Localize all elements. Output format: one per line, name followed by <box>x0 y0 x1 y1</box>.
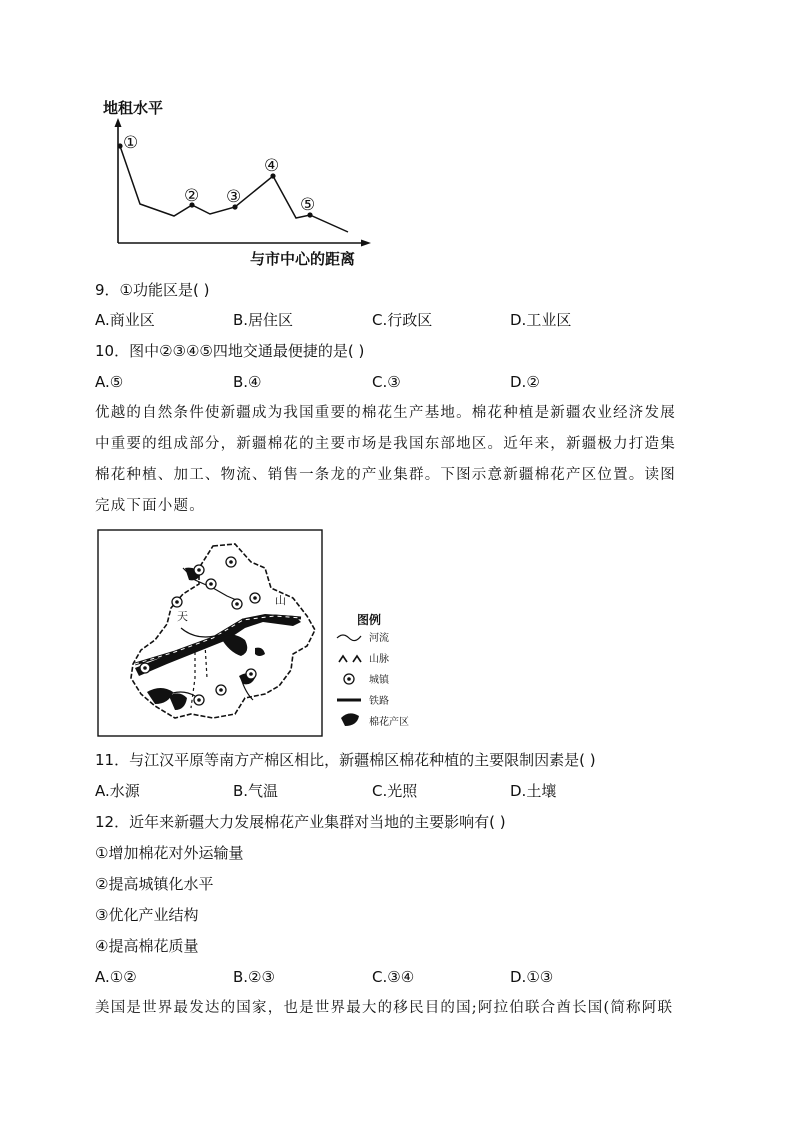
x-axis-arrow <box>361 240 371 247</box>
chart-xlabel: 与市中心的距离 <box>250 250 356 268</box>
q12-statement-4: ④提高棉花质量 <box>95 937 199 955</box>
land-rent-chart <box>95 90 385 270</box>
map-label-tian: 天 <box>177 610 188 623</box>
point-label-4: ④ <box>264 156 280 176</box>
passage1-line-2: 中重要的组成部分，新疆棉花的主要市场是我国东部地区。近年来，新疆极力打造集 <box>95 436 676 452</box>
q11-option-d[interactable]: D.土壤 <box>510 782 557 800</box>
legend-mountain-icon <box>339 656 361 662</box>
q10-stem: 10．图中②③④⑤四地交通最便捷的是( ) <box>95 342 365 360</box>
legend-river-label: 河流 <box>369 633 389 644</box>
y-axis-arrow <box>115 118 122 127</box>
legend-river-icon <box>337 635 361 641</box>
legend-mountain-label: 山脉 <box>369 654 389 665</box>
point-label-3: ③ <box>226 187 242 207</box>
q10-option-a[interactable]: A.⑤ <box>95 373 124 391</box>
point-label-1: ① <box>123 133 139 153</box>
passage1-line-4: 完成下面小题。 <box>95 498 205 514</box>
q9-stem: 9．①功能区是( ) <box>95 281 210 299</box>
q10-option-d[interactable]: D.② <box>510 373 540 391</box>
q11-option-b[interactable]: B.气温 <box>233 782 279 800</box>
q9-option-c[interactable]: C.行政区 <box>372 311 433 329</box>
point-label-5: ⑤ <box>300 195 316 215</box>
legend-cotton-label: 棉花产区 <box>369 717 409 728</box>
chart-ylabel: 地租水平 <box>103 99 164 117</box>
q9-option-a[interactable]: A.商业区 <box>95 311 155 329</box>
q11-option-c[interactable]: C.光照 <box>372 782 418 800</box>
q12-option-b[interactable]: B.②③ <box>233 968 275 986</box>
q12-option-c[interactable]: C.③④ <box>372 968 415 986</box>
legend-railway-label: 铁路 <box>369 696 389 707</box>
q12-option-a[interactable]: A.①② <box>95 968 137 986</box>
q10-option-b[interactable]: B.④ <box>233 373 262 391</box>
q11-option-a[interactable]: A.水源 <box>95 782 140 800</box>
q9-option-b[interactable]: B.居住区 <box>233 311 294 329</box>
legend-title: 图例 <box>357 613 382 627</box>
q10-option-c[interactable]: C.③ <box>372 373 401 391</box>
point-1 <box>117 143 122 148</box>
q12-stem: 12．近年来新疆大力发展棉花产业集群对当地的主要影响有( ) <box>95 813 506 831</box>
passage1-line-1: 优越的自然条件使新疆成为我国重要的棉花生产基地。棉花种植是新疆农业经济发展 <box>95 405 676 421</box>
passage1-line-3: 棉花种植、加工、物流、销售一条龙的产业集群。下图示意新疆棉花产区位置。读图 <box>95 467 676 483</box>
q9-option-d[interactable]: D.工业区 <box>510 311 572 329</box>
legend-town-label: 城镇 <box>369 675 389 686</box>
xinjiang-cotton-map <box>95 528 430 740</box>
point-label-2: ② <box>184 186 200 206</box>
passage2-line-1: 美国是世界最发达的国家，也是世界最大的移民目的国;阿拉伯联合酋长国(简称阿联 <box>95 1000 674 1016</box>
q12-statement-3: ③优化产业结构 <box>95 906 199 924</box>
map-label-shan: 山 <box>275 594 286 607</box>
legend-cotton-icon <box>341 713 359 726</box>
q12-statement-2: ②提高城镇化水平 <box>95 875 214 893</box>
q11-stem: 11．与江汉平原等南方产棉区相比，新疆棉区棉花种植的主要限制因素是( ) <box>95 751 596 769</box>
q12-option-d[interactable]: D.①③ <box>510 968 554 986</box>
q12-statement-1: ①增加棉花对外运输量 <box>95 844 244 862</box>
